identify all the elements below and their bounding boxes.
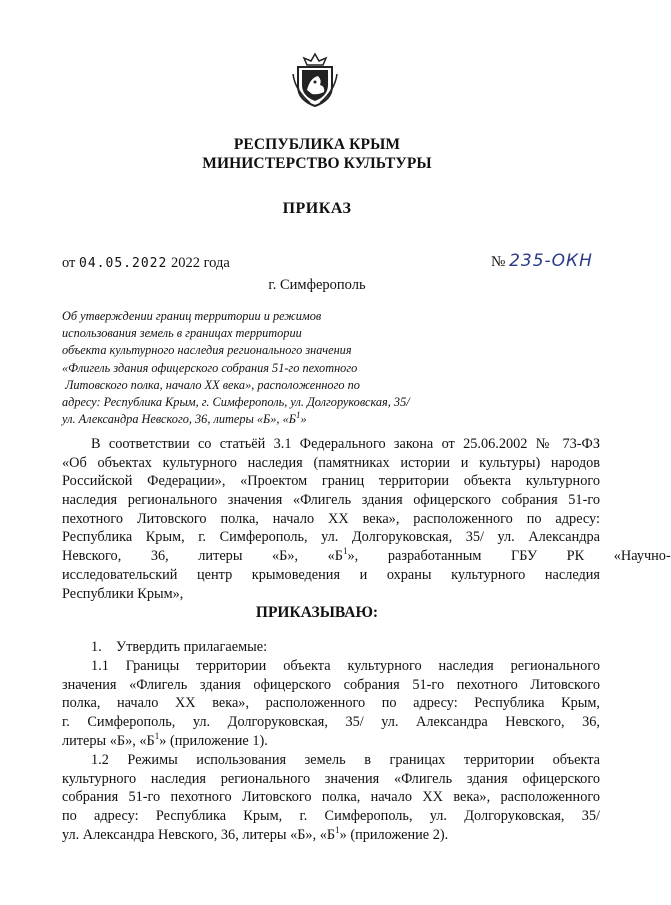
preamble-line: пехотного Литовского полка, начало XX века», расположенного по адресу: [62, 510, 600, 527]
preamble-paragraph [62, 435, 671, 603]
item-1-2 [62, 751, 600, 844]
header-ministry: МИНИСТЕРСТВО КУЛЬТУРЫ [202, 155, 432, 172]
order-number [491, 251, 593, 271]
item-1-2-line [62, 826, 600, 845]
order-date [62, 255, 230, 272]
preamble-line-b: », разработанным ГБУ РК «Научно- [347, 548, 671, 565]
subject-line: адресу: Республика Крым, г. Симферополь, ул. Долгоруковская, 35/ [62, 395, 410, 410]
item-1-1-line: полка, начало XX века», расположенного по адресу: Республика Крым, [62, 695, 600, 712]
item-1-1-line [62, 732, 600, 751]
subject-line: «Флигель здания офицерского собрания 51-го пехотного [62, 360, 358, 375]
subject-sup: 1 [295, 410, 301, 421]
preamble-line [62, 546, 671, 566]
number-handwritten: 235-ОКН [509, 251, 593, 271]
preamble-line: наследия регионального значения «Флигель здания офицерского собрания 51-го [62, 492, 600, 509]
preamble-line: Российской Федерации», «Проектом границ территории объекта культурного [62, 473, 600, 490]
item-1-1-last-a: литеры «Б», «Б [62, 732, 155, 749]
preamble-line: Республика Крым, г. Симферополь, ул. Долгоруковская, 35/ ул. Александра [62, 529, 600, 546]
order-subject [62, 308, 482, 428]
item-1-text: 1. Утвердить прилагаемые: [91, 639, 268, 655]
item-1-2-last-a: ул. Александра Невского, 36, литеры «Б», «Б [62, 826, 336, 843]
item-1-1-line: значения «Флигель здания офицерского собрания 51-го пехотного Литовского [62, 676, 600, 693]
item-1-1 [62, 657, 600, 750]
order-city: г. Симферополь [268, 277, 366, 293]
decree-heading: ПРИКАЗЫВАЮ: [255, 604, 379, 621]
number-sign: № [491, 254, 506, 270]
item-1-1-line: 1.1 Границы территории объекта культурного наследия регионального [91, 658, 600, 674]
subject-tail: » [300, 412, 307, 427]
item-1-1-sup: 1 [154, 730, 160, 741]
subject-line: Об утверждении границ территории и режимов [62, 309, 322, 323]
preamble-line-a: Невского, 36, литеры «Б», «Б [62, 548, 344, 565]
header-republic: РЕСПУБЛИКА КРЫМ [233, 136, 401, 153]
date-handwritten: 04.05.2022 [79, 256, 168, 271]
subject-line [62, 411, 482, 428]
item-1-1-line: г. Симферополь, ул. Долгоруковская, 35/ ул. Александра Невского, 36, [62, 714, 600, 731]
date-prefix: от [62, 255, 76, 271]
item-1-2-last-b: » (приложение 2). [339, 826, 449, 843]
preamble-line: В соответствии со статьёй 3.1 Федерального закона от 25.06.2002 № 73-ФЗ [91, 436, 600, 452]
subject-line-text: ул. Александра Невского, 36, литеры «Б», «Б [62, 412, 296, 427]
preamble-sup: 1 [343, 546, 348, 557]
item-1-2-line: культурного наследия регионального значения «Флигель здания офицерского [62, 770, 600, 787]
subject-line: объекта культурного наследия регионального значения [62, 343, 352, 358]
item-1-2-sup: 1 [335, 824, 340, 835]
item-1-1-last-b: » (приложение 1). [159, 732, 268, 749]
item-1-2-line: по адресу: Республика Крым, г. Симферополь, ул. Долгоруковская, 35/ [62, 808, 600, 825]
item-1 [62, 638, 600, 657]
preamble-line: «Об объектах культурного наследия (памятниках истории и культуры) народов [62, 454, 600, 471]
preamble-line: исследовательский центр крымоведения и охраны культурного наследия [62, 566, 600, 583]
subject-line: использования земель в границах территории [62, 326, 302, 341]
crimea-coat-of-arms-icon [290, 52, 340, 108]
item-1-2-line: собрания 51-го пехотного Литовского полка, начало XX века», расположенного [62, 789, 600, 806]
item-1-2-line: 1.2 Режимы использования земель в границах территории объекта [91, 752, 600, 768]
subject-line: Литовского полка, начало XX века», расположенного по [62, 377, 360, 392]
date-suffix: 2022 года [170, 255, 230, 271]
preamble-line: Республики Крым», [62, 585, 184, 602]
order-title: ПРИКАЗ [282, 200, 352, 217]
